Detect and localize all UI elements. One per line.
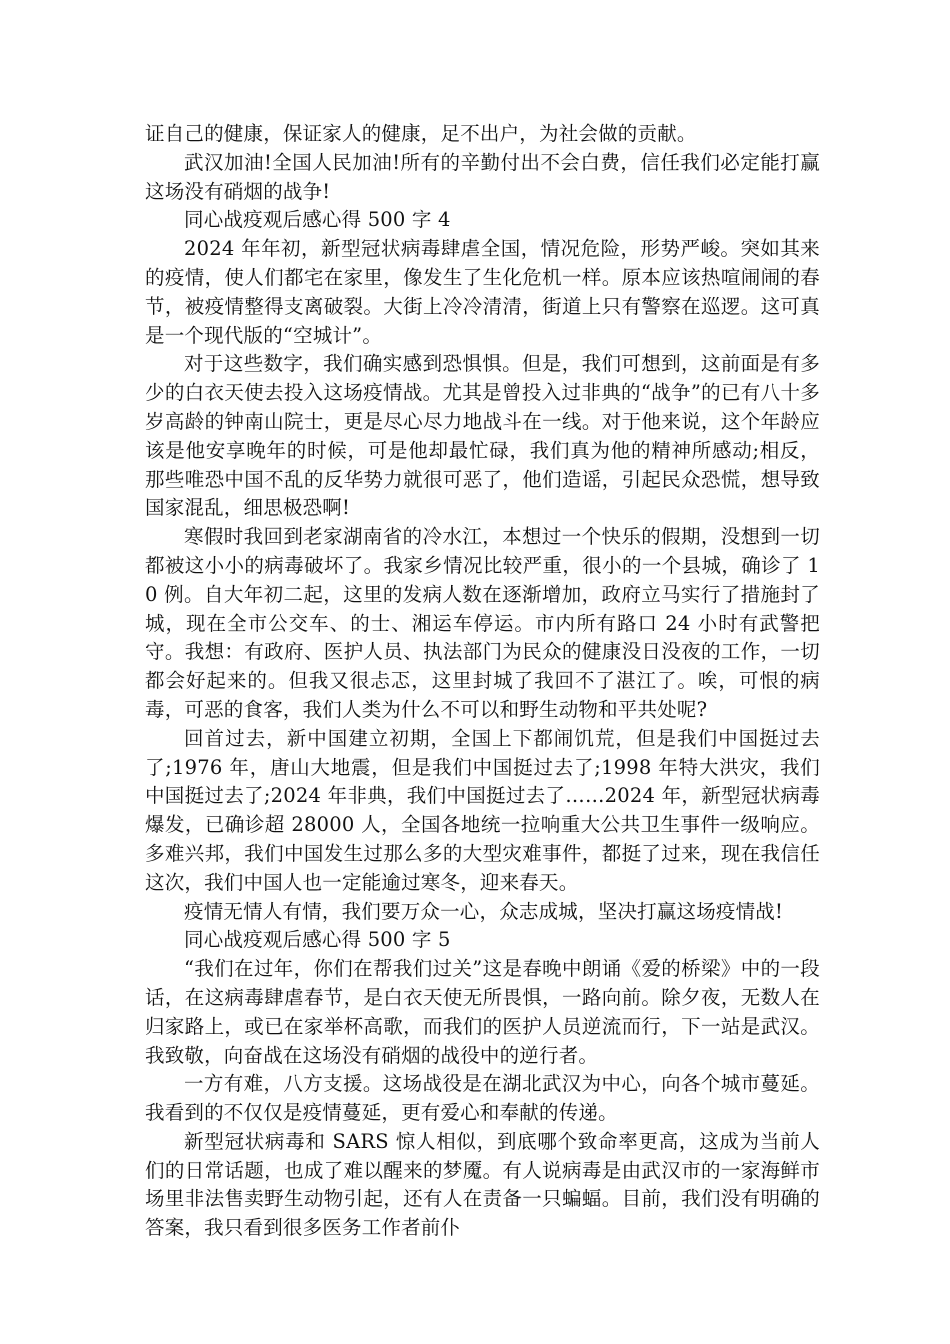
paragraph-continuation: 证自己的健康，保证家人的健康，足不出户，为社会做的贡献。 [145, 122, 697, 145]
paragraph: 2024 年年初，新型冠状病毒肆虐全国，情况危险，形势严峻。突如其来的疫情，使人们都宅在家里，像发生了生化危机一样。原本应该热喧闹闹的春节，被疫情整得支离破裂。大街上冷冷清清，街道上只有警察在巡逻。这可真是一个现代版的“空城计”。 [145, 237, 820, 347]
paragraph: 武汉加油!全国人民加油!所有的辛勤付出不会白费，信任我们必定能打赢这场没有硝烟的战争! [145, 150, 820, 203]
paragraph: 对于这些数字，我们确实感到恐惧惧。但是，我们可想到，这前面是有多少的白衣天使去投入这场疫情战。尤其是曾投入过非典的“战争”的已有八十多岁高龄的钟南山院士，更是尽心尽力地战斗在一线。对于他来说，这个年龄应该是他安享晚年的时候，可是他却最忙碌，我们真为他的精神所感动;相反，那些唯恐中国不乱的反华势力就很可恶了，他们造谣，引起民众恐慌，想导致国家混乱，细思极恐啊! [145, 352, 820, 520]
section-heading: 同心战疫观后感心得 500 字 4 [184, 208, 451, 232]
document-body [145, 120, 820, 1243]
paragraph: 疫情无情人有情，我们要万众一心，众志成城，坚决打赢这场疫情战! [184, 899, 784, 923]
section-heading: 同心战疫观后感心得 500 字 5 [184, 928, 451, 952]
paragraph: 新型冠状病毒和 SARS 惊人相似，到底哪个致命率更高，这成为当前人们的日常话题，也成了难以醒来的梦魇。有人说病毒是由武汉市的一家海鲜市场里非法售卖野生动物引起，还有人在责备一只蝙蝠。目前，我们没有明确的答案，我只看到很多医务工作者前仆 [145, 1129, 820, 1240]
paragraph: “我们在过年，你们在帮我们过关”这是春晚中朗诵《爱的桥梁》中的一段话，在这病毒肆虐春节，是白衣天使无所畏惧，一路向前。除夕夜，无数人在归家路上，或已在家举杯高歌，而我们的医护人员逆流而行，下一站是武汉。我致敬，向奋战在这场没有硝烟的战役中的逆行者。 [145, 957, 820, 1067]
paragraph: 寒假时我回到老家湖南省的冷水江，本想过一个快乐的假期，没想到一切都被这小小的病毒破坏了。我家乡情况比较严重，很小的一个县城，确诊了 10 例。自大年初二起，这里的发病人数在逐渐增加，政府立马实行了措施封了城，现在全市公交车、的士、湘运车停运。市内所有路口 24 小时有武警把守。我想：有政府、医护人员、执法部门为民众的健康没日没夜的工作，一切都会好起来的。但我又很忐忑，这里封城了我回不了湛江了。唉，可恨的病毒，可恶的食客，我们人类为什么不可以和野生动物和平共处呢? [145, 525, 820, 721]
paragraph: 回首过去，新中国建立初期，全国上下都闹饥荒，但是我们中国挺过去了;1976 年，唐山大地震，但是我们中国挺过去了;1998 年特大洪灾，我们中国挺过去了;2024 年非典，我们中国挺过去了……2024 年，新型冠状病毒爆发，已确诊超 28000 人，全国各地统一拉响重大公共卫生事件一级响应。多难兴邦，我们中国发生过那么多的大型灾难事件，都挺了过来，现在我信任这次，我们中国人也一定能逾过寒冬，迎来春天。 [145, 726, 820, 894]
paragraph: 一方有难，八方支援。这场战役是在湖北武汉为中心，向各个城市蔓延。我看到的不仅仅是疫情蔓延，更有爱心和奉献的传递。 [145, 1072, 820, 1125]
